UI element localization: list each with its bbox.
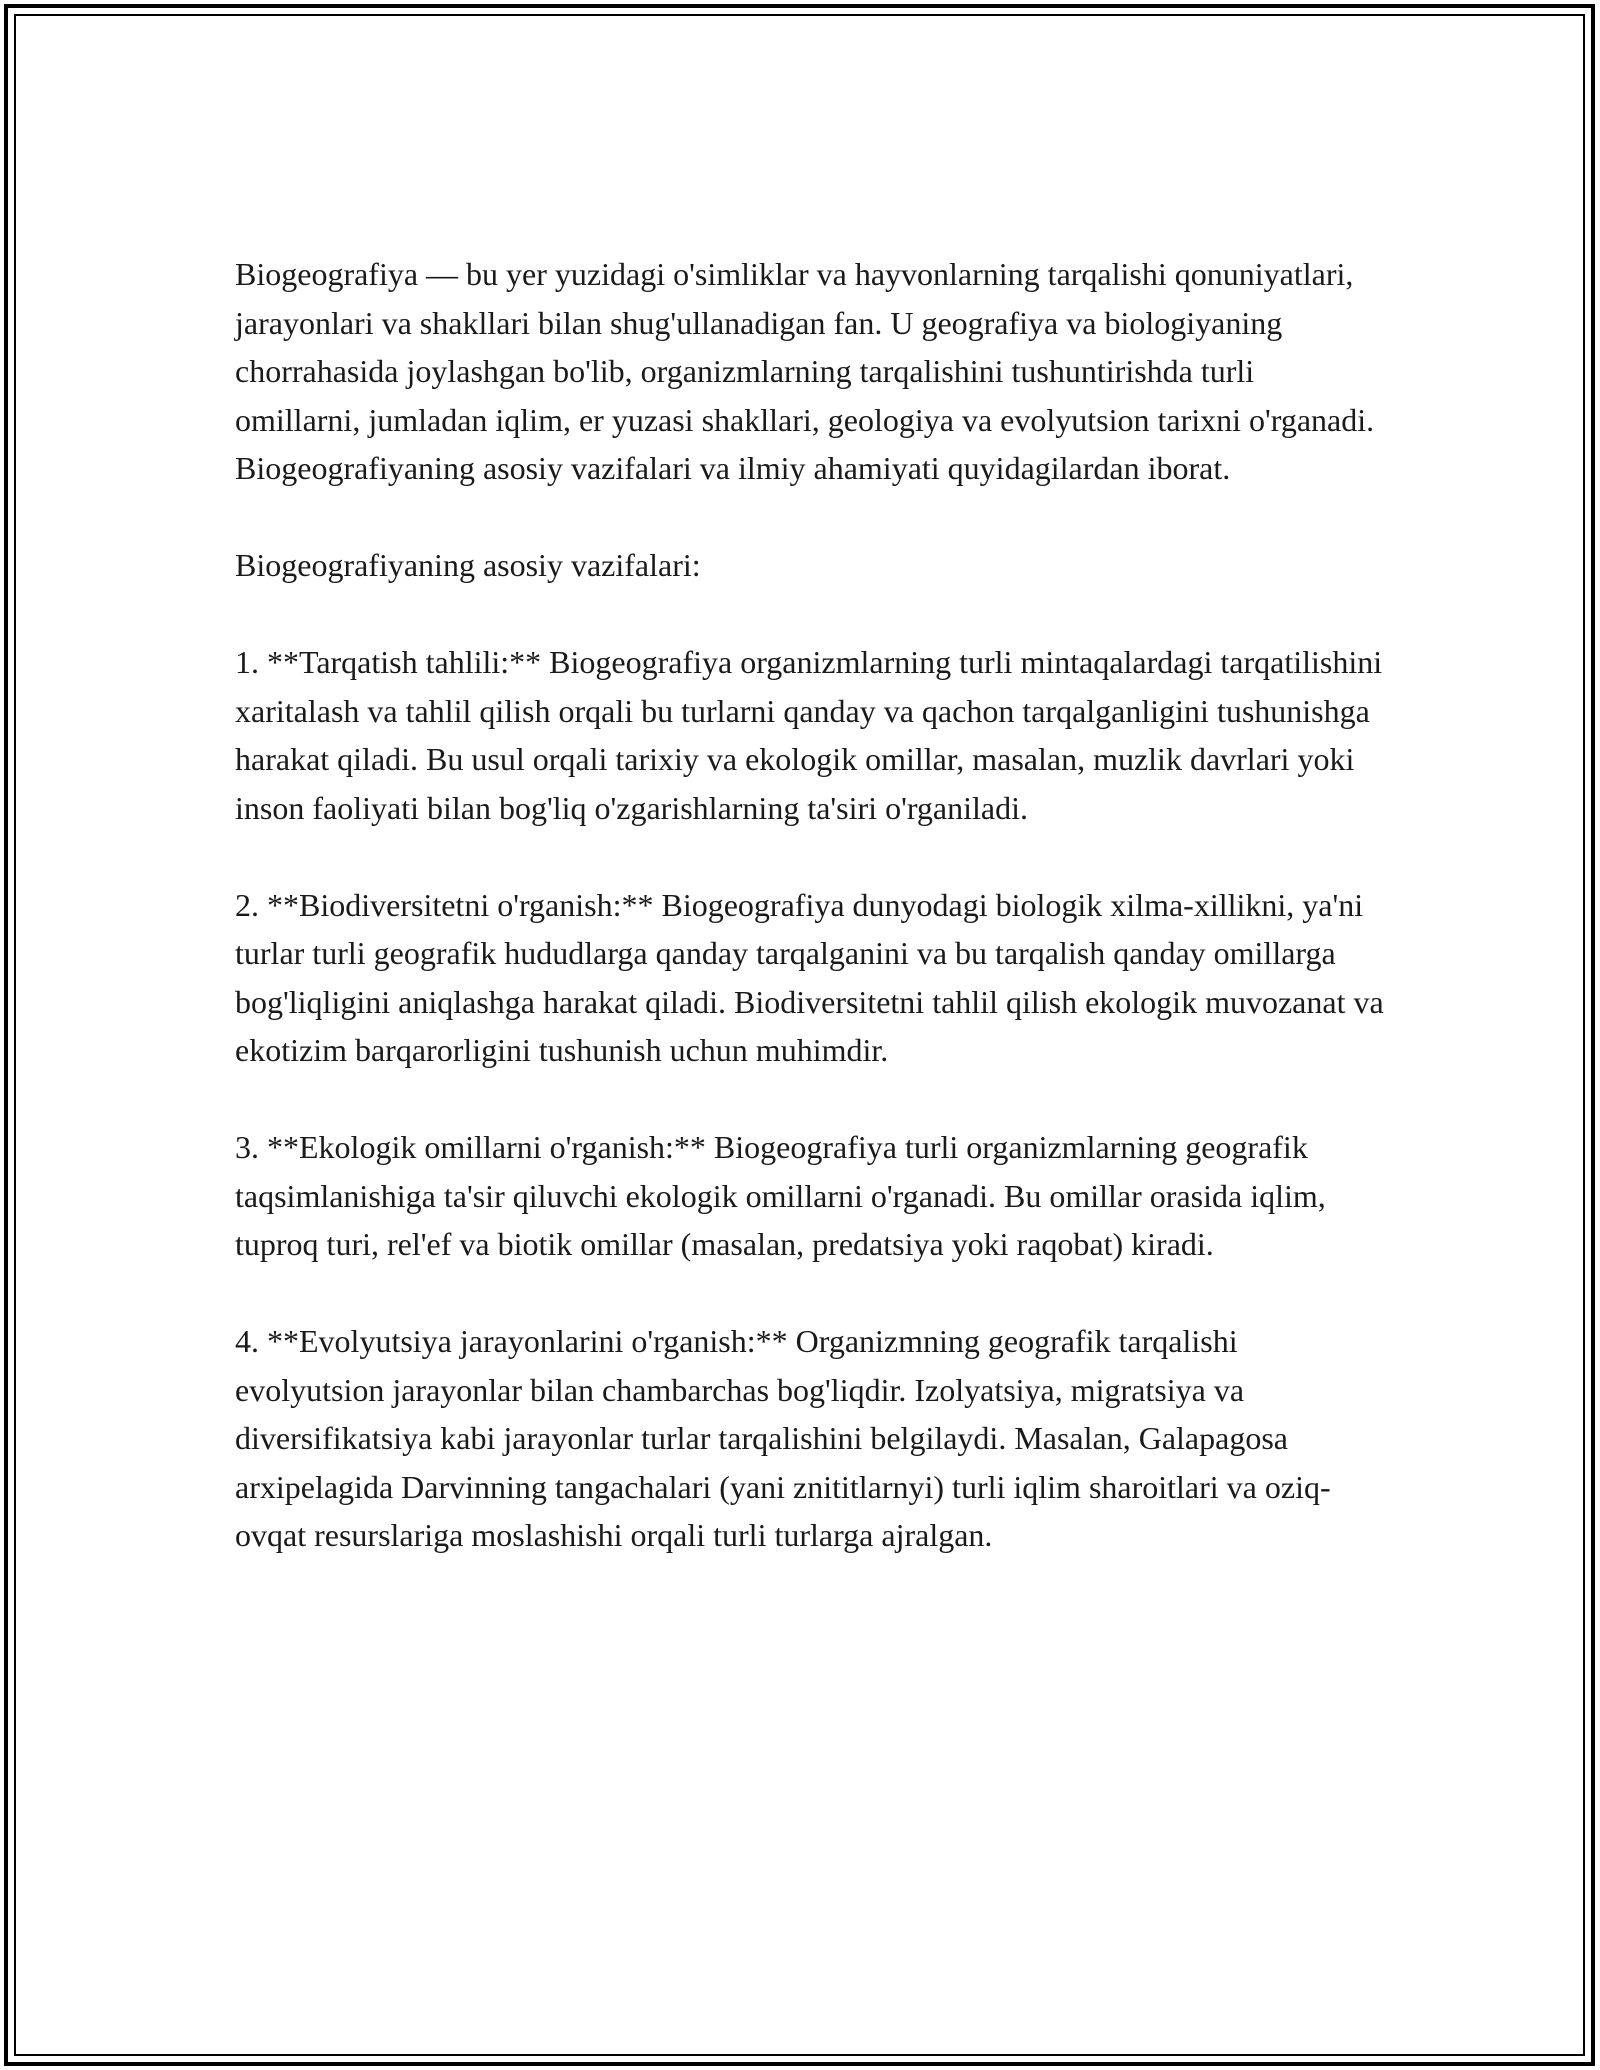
intro-paragraph: Biogeografiya — bu yer yuzidagi o'simliklar va hayvonlarning tarqalishi qonuniyatlari, jarayonlari va shakllari bilan shug'ullanadigan fan. U geografiya va biologiyaning chorrahasida joylashgan bo'lib, organizmlarning tarqalishini tushuntirishda turli omillarni, jumladan iqlim, er yuzasi shakllari, geologiya va evolyutsion tarixni o'rganadi. Biogeografiyaning asosiy vazifalari va ilmiy ahamiyati quyidagilardan iborat. bbox=[235, 256, 1375, 486]
list-item-evolution-processes: 4. **Evolyutsiya jarayonlarini o'rganish:** Organizmning geografik tarqalishi evolyutsion jarayonlar bilan chambarchas bog'liqdir. Izolyatsiya, migratsiya va diversifikatsiya kabi jarayonlar turlar tarqalishini belgilaydi. Masalan, Galapagosa arxipelagida Darvinning tangachalari (yani znititlarnyi) turli iqlim sharoitlari va oziq-ovqat resurslariga moslashishi orqali turli turlarga ajralgan. bbox=[235, 1323, 1331, 1553]
list-item-distribution-analysis: 1. **Tarqatish tahlili:** Biogeografiya organizmlarning turli mintaqalardagi tarqatilishini xaritalash va tahlil qilish orqali bu turlarni qanday va qachon tarqalganligini tushunishga harakat qiladi. Bu usul orqali tarixiy va ekologik omillar, masalan, muzlik davrlari yoki inson faoliyati bilan bog'liq o'zgarishlarning ta'siri o'rganiladi. bbox=[235, 644, 1383, 826]
list-item-biodiversity-study: 2. **Biodiversitetni o'rganish:** Biogeografiya dunyodagi biologik xilma-xillikni, ya'ni turlar turli geografik hududlarga qanday tarqalganini va bu tarqalish qanday omillarga bog'liqligini aniqlashga harakat qiladi. Biodiversitetni tahlil qilish ekologik muvozanat va ekotizim barqarorligini tushunish uchun muhimdir. bbox=[235, 886, 1384, 1068]
tasks-heading: Biogeografiyaning asosiy vazifalari: bbox=[235, 547, 701, 583]
list-item-ecological-factors: 3. **Ekologik omillarni o'rganish:** Biogeografiya turli organizmlarning geografik taqsimlanishiga ta'sir qiluvchi ekologik omillarni o'rganadi. Bu omillar orasida iqlim, tuproq turi, rel'ef va biotik omillar (masalan, predatsiya yoki raqobat) kiradi. bbox=[235, 1129, 1326, 1262]
document-body bbox=[235, 250, 1385, 1608]
